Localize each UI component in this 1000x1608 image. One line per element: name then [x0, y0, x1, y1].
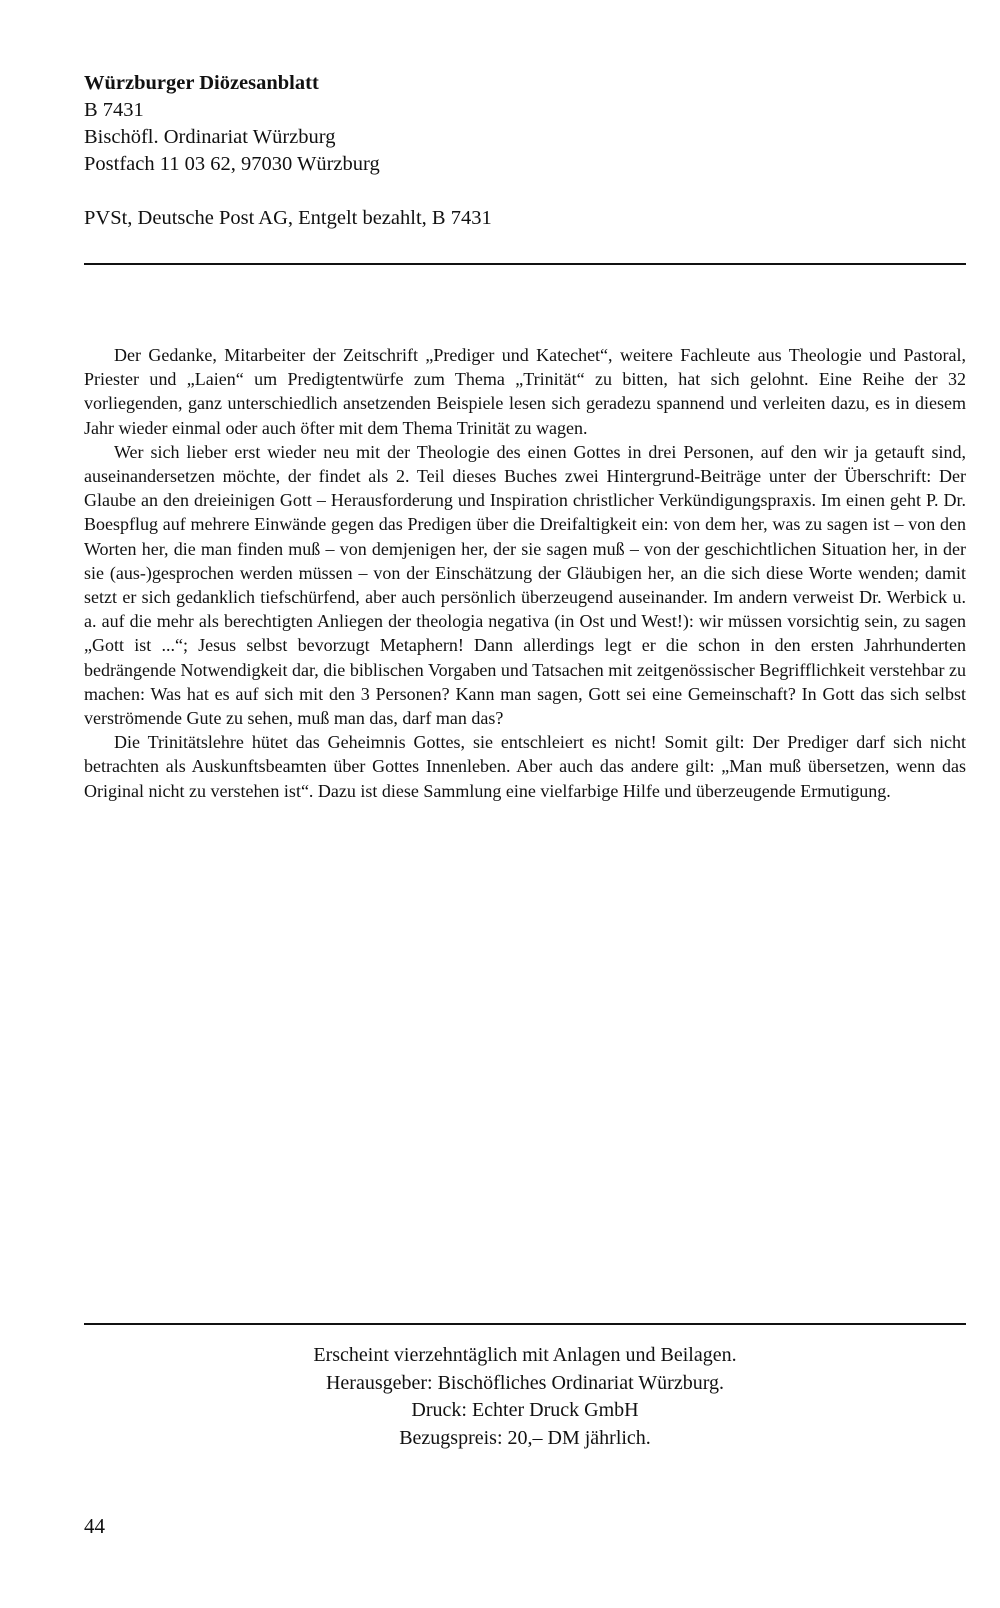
publication-title: Würzburger Diözesanblatt [84, 72, 319, 94]
publication-code: B 7431 [84, 99, 144, 121]
paragraph: Der Gedanke, Mitarbeiter der Zeitschrift „Prediger und Katechet“, weitere Fachleute aus Theologie und Pastoral, Priester und „Laien“ um Predigtentwürfe zum Thema „Trinität“ zu bitten, hat sich gelohnt. Eine Reihe der 32 vorliegenden, ganz unterschiedlich ansetzenden Beispiele lesen sich geradezu spannend und verleiten dazu, es in diesem Jahr wieder einmal oder auch öfter mit dem Thema Trinität zu wagen. [84, 345, 966, 438]
paragraph: Wer sich lieber erst wieder neu mit der Theologie des einen Gottes in drei Personen, auf den wir ja getauft sind, auseinandersetzen möchte, der findet als 2. Teil dieses Buches zwei Hintergrund-Beiträge unter der Überschrift: Der Glaube an den dreieinigen Gott – Herausforderung und Inspiration christlicher Verkündigungspraxis. Im einen geht P. Dr. Boespflug auf mehrere Einwände gegen das Predigen über die Dreifaltigkeit ein: von dem her, was zu sagen ist – von den Worten her, die man finden muß – von demjenigen her, der sie sagen muß – von der geschichtlichen Situation her, in der sie (aus-)gesprochen werden müssen – von der Einschätzung der Gläubigen her, an die sich diese Worte wenden; damit setzt er sich gedanklich tiefschürfend, aber auch persönlich überzeugend auseinander. Im andern verweist Dr. Werbick u. a. auf die mehr als berechtigten Anliegen der theologia negativa (in Ost und West!): wir müssen vorsichtig sein, zu sagen „Gott ist ...“; Jesus selbst bevorzugt Metaphern! Dann allerdings legt er die schon in den ersten Jahrhunderten bedrängende Notwendigkeit dar, die biblischen Vorgaben und Tatsachen mit zeitgenössischer Begrifflichkeit verstehbar zu machen: Was hat es auf sich mit den 3 Personen? Kann man sagen, Gott sei eine Gemeinschaft? In Gott das sich selbst verströmende Gute zu sehen, muß man das, darf man das? [84, 441, 966, 729]
publisher-name: Bischöfl. Ordinariat Würzburg [84, 126, 336, 148]
imprint-printer: Druck: Echter Druck GmbH [411, 1399, 639, 1421]
imprint-price: Bezugspreis: 20,– DM jährlich. [399, 1426, 651, 1449]
imprint-editor: Herausgeber: Bischöfliches Ordinariat Würzburg. [325, 1371, 725, 1394]
postal-note: PVSt, Deutsche Post AG, Entgelt bezahlt, B 7431 [84, 207, 492, 229]
review-text [84, 343, 966, 803]
publisher-address: Postfach 11 03 62, 97030 Würzburg [84, 153, 380, 175]
masthead [84, 70, 964, 232]
bottom-divider [84, 1323, 966, 1325]
page-number: 44 [84, 1514, 105, 1538]
top-divider [84, 263, 966, 265]
paragraph: Die Trinitätslehre hütet das Geheimnis Gottes, sie entschleiert es nicht! Somit gilt: Der Prediger darf sich nicht betrachten als Auskunftsbeamten über Gottes Innenleben. Aber auch das andere gilt: „Man muß übersetzen, wenn das Original nicht zu verstehen ist“. Dazu ist diese Sammlung eine vielfarbige Hilfe und überzeugende Ermutigung. [84, 732, 966, 801]
imprint [84, 1342, 966, 1452]
imprint-frequency: Erscheint vierzehntäglich mit Anlagen und Beilagen. [313, 1344, 737, 1366]
